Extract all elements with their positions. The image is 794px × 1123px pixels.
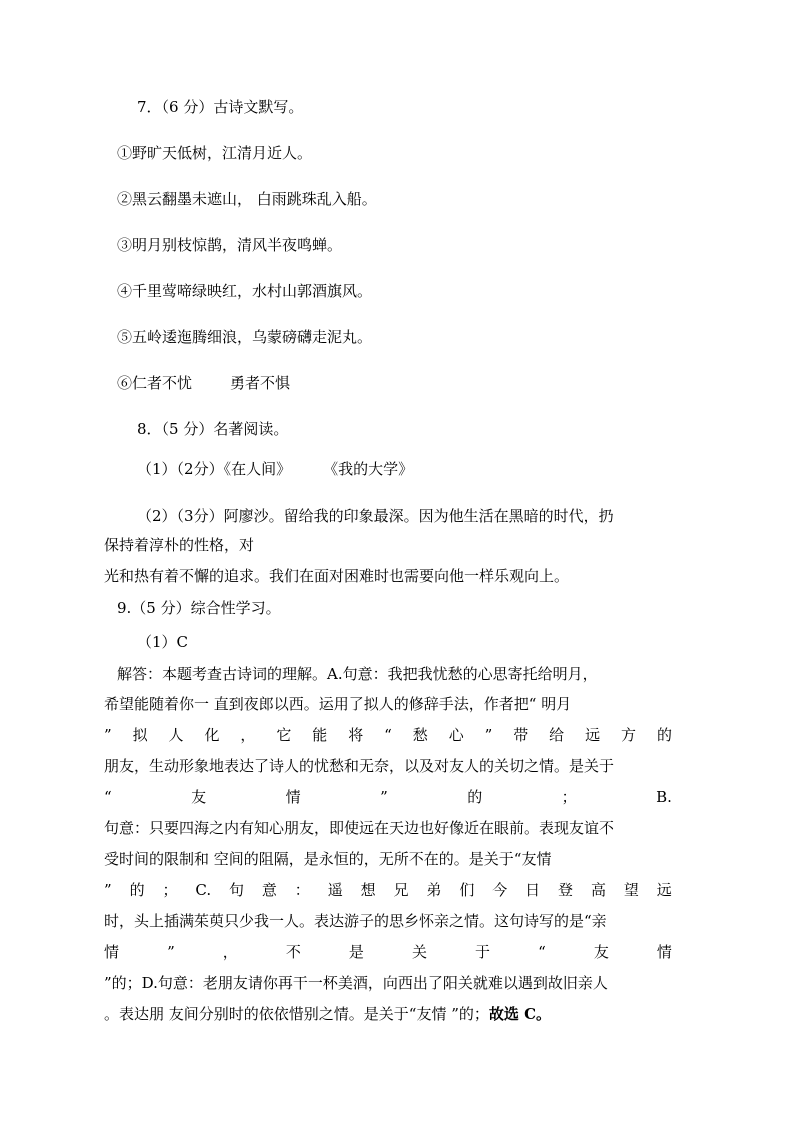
line8-token: 高 <box>590 881 606 899</box>
line3-token: 带 <box>513 726 529 744</box>
line10-token: 关 <box>411 943 427 961</box>
q7-item-1: ①野旷天低树，江清月近人。 <box>117 144 313 162</box>
line5-token: 情 <box>285 788 301 806</box>
line8-token: 遥 <box>327 881 343 899</box>
line3-token: 远 <box>585 726 601 744</box>
q8-part-2-line-2: 保持着淳朴的性格，对 <box>104 536 255 554</box>
line3-token: 拟 <box>132 726 148 744</box>
line10-token: 不 <box>285 943 301 961</box>
q7-item-6 <box>117 373 290 393</box>
line3-token: ” <box>104 726 112 744</box>
q7-item-2: ②黑云翻墨未遮山， 白雨跳珠乱入船。 <box>117 190 377 208</box>
line3-token: ” <box>484 726 493 744</box>
q9-explanation-line-10 <box>104 942 672 962</box>
q8-part-2-line-1: （2）（3分）阿廖沙。留给我的印象最深。因为他生活在黑暗的时代，扔 <box>137 507 614 525</box>
line8-token: 兄 <box>393 881 409 899</box>
q9-answer: （1）C <box>137 633 189 651</box>
q7-item-6-first: ⑥仁者不忧 <box>117 374 193 392</box>
q8-part-1-book-b: 《我的大学》 <box>323 460 414 478</box>
line3-token: 将 <box>348 726 364 744</box>
q9-explanation-line-5 <box>104 787 672 807</box>
q9-heading: 9.（5 分）综合性学习。 <box>117 599 281 617</box>
q7-heading: 7．（6 分）古诗文默写。 <box>137 98 304 116</box>
line10-token: 于 <box>475 943 491 961</box>
line8-token: ： <box>294 881 310 899</box>
q8-part-1-book-a: （1）（2分）《在人间》 <box>137 460 292 478</box>
line3-token: 能 <box>312 726 328 744</box>
line8-token: 日 <box>525 881 541 899</box>
q9-explanation-line-12-text: 。表达朋 友间分别时的依依惜别之情。是关于“友情 ”的； <box>104 1005 489 1023</box>
line5-token: B. <box>656 788 672 806</box>
line8-token: 望 <box>623 881 639 899</box>
line3-token: 愁 <box>412 726 428 744</box>
line10-token: “ <box>538 943 546 961</box>
line10-token: 是 <box>348 943 364 961</box>
q8-part-2-line-3: 光和热有着不懈的追求。我们在面对困难时也需要向他一样乐观向上。 <box>104 567 570 585</box>
q9-explanation-line-7: 受时间的限制和 空间的阻隔，是永恒的，无所不在的。是关于“友情 <box>104 850 552 868</box>
line8-token: 登 <box>558 881 574 899</box>
line3-token: 方 <box>621 726 637 744</box>
q9-explanation-line-2: 希望能随着你一 直到夜郎以西。运用了拟人的修辞手法，作者把“ 明月 <box>104 695 572 713</box>
line3-token: 的 <box>656 726 672 744</box>
line8-token: 句 <box>228 881 244 899</box>
line8-token: 们 <box>459 881 475 899</box>
q7-item-3: ③明月别枝惊鹊，清风半夜鸣蝉。 <box>117 236 343 254</box>
q9-explanation-line-4: 朋友，生动形象地表达了诗人的忧愁和无奈，以及对友人的关切之情。是关于 <box>104 757 615 775</box>
line5-token: ； <box>561 788 577 806</box>
line5-token: “ <box>104 788 112 806</box>
q9-explanation-line-6: 句意：只要四海之内有知心朋友，即使远在天边也好像近在眼前。表现友谊不 <box>104 819 615 837</box>
q9-explanation-line-9: 时，头上插满茱萸只少我一人。表达游子的思乡怀亲之情。这句诗写的是“亲 <box>104 912 607 930</box>
q8-heading: 8．（5 分）名著阅读。 <box>137 420 289 438</box>
line5-token: 友 <box>191 788 207 806</box>
q9-explanation-line-11: ”的；D.句意：老朋友请你再干一杯美酒，向西出了阳关就难以遇到故旧亲人 <box>104 974 608 992</box>
q9-explanation-line-1: 解答：本题考查古诗词的理解。A.句意：我把我忧愁的心思寄托给明月， <box>117 665 598 683</box>
line10-token: 情 <box>656 943 672 961</box>
line3-token: 它 <box>276 726 292 744</box>
line3-token: “ <box>384 726 392 744</box>
q7-item-6-second: 勇者不惧 <box>230 374 291 392</box>
q9-explanation-line-12 <box>104 1004 551 1024</box>
line5-token: 的 <box>467 788 483 806</box>
line3-token: ， <box>240 726 256 744</box>
line10-token: ” <box>167 943 175 961</box>
q9-final-answer: 故选 C。 <box>488 1005 552 1023</box>
q7-item-4: ④千里莺啼绿映红，水村山郭酒旗风。 <box>117 282 373 300</box>
line8-token: 远 <box>656 881 672 899</box>
line8-token: 的 <box>129 881 145 899</box>
line8-token: 今 <box>492 881 508 899</box>
line10-token: ， <box>222 943 238 961</box>
line3-token: 人 <box>168 726 184 744</box>
line8-token: C. <box>195 881 212 899</box>
line3-token: 化 <box>204 726 220 744</box>
line5-token: ” <box>380 788 388 806</box>
line8-token: ” <box>104 881 112 899</box>
line8-token: ； <box>162 881 178 899</box>
line8-token: 想 <box>360 881 376 899</box>
line10-token: 情 <box>104 943 120 961</box>
q9-explanation-line-3 <box>104 725 672 745</box>
q7-item-5: ⑤五岭逶迤腾细浪，乌蒙磅礴走泥丸。 <box>117 328 373 346</box>
line8-token: 意 <box>261 881 277 899</box>
line3-token: 给 <box>549 726 565 744</box>
q9-explanation-line-8 <box>104 880 672 900</box>
q8-part-1 <box>137 459 413 479</box>
line3-token: 心 <box>448 726 464 744</box>
line8-token: 弟 <box>426 881 442 899</box>
line10-token: 友 <box>593 943 609 961</box>
